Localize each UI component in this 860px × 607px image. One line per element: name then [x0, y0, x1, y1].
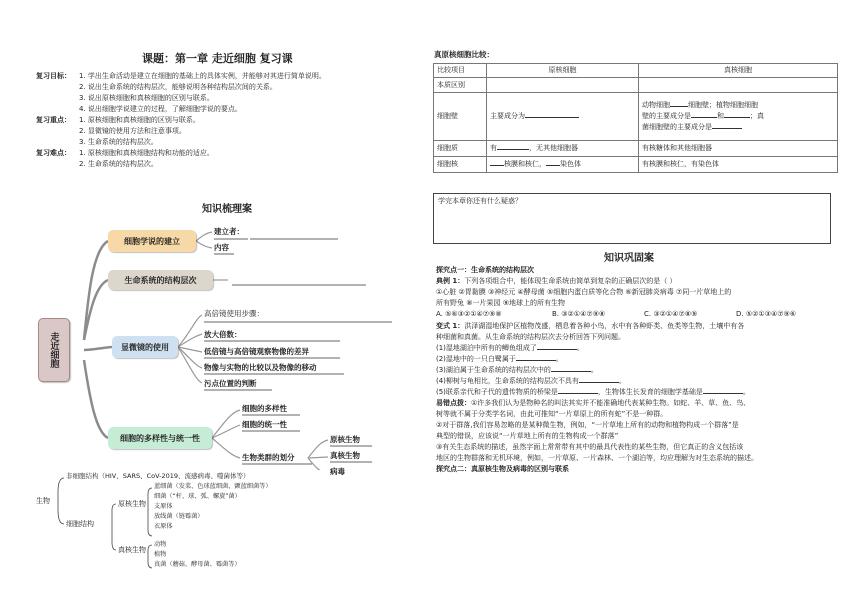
- choice-d[interactable]: D. ⑤②①③④⑦⑨⑥: [736, 310, 797, 318]
- nuc-prok-text: 染色体: [560, 160, 581, 168]
- answer-blank[interactable]: [537, 349, 577, 350]
- wall-euk-text: 菌细胞壁的主要成分是: [642, 123, 712, 131]
- mindmap-center: 走近细胞: [38, 318, 70, 382]
- variant1-text: 洪泽湖湿地保护区植物茂盛，栖息着各种小鸟，水中有各种虾类、鱼类等生物，土壤中有各: [464, 322, 745, 330]
- row-label: 本质区别: [434, 78, 487, 93]
- answer-blank[interactable]: [579, 382, 619, 383]
- error-tip-text: ①许多我们认为是物种名的叫法其实并不能准确地代表某种生物。如蛇、羊、草、鱼、鸟、: [471, 399, 751, 407]
- question-4: (4)柳树与龟相比，生命系统的结构层次不具有: [436, 377, 579, 385]
- euk-item: 植物: [154, 551, 167, 558]
- question-5-tail: ，生物体生长发育的细胞学基础是: [597, 388, 703, 396]
- example1-items: 所有野兔 ⑧一片果园 ⑨地球上的所有生物: [436, 299, 566, 307]
- choice-row: [436, 309, 836, 321]
- tree-cellular: 细胞结构: [66, 520, 94, 528]
- euk-item: 动物: [154, 541, 167, 548]
- table-title: 真原核细胞比较：: [434, 50, 494, 59]
- table-header: 真核细胞: [639, 64, 838, 78]
- table-row: [434, 141, 838, 157]
- branch-microscope: 显微镜的使用: [112, 336, 178, 358]
- question-3: (3)湖泊属于生命系统的结构层次中的: [436, 366, 551, 374]
- choice-a[interactable]: A. ⑤⑥③②①④⑦⑨⑧: [436, 310, 502, 318]
- key-1: 1. 原核细胞和真核细胞的区别与联系。: [79, 116, 200, 124]
- question-1: (1)湿地湖泊中所有的鲫鱼组成了: [436, 344, 537, 352]
- point1-heading: 探究点一：生命系统的结构层次: [436, 266, 534, 274]
- classify-label: 生物类群的划分: [242, 453, 295, 462]
- table-header: 原核细胞: [487, 64, 639, 78]
- table-cell: [639, 93, 838, 141]
- magnification-label: 放大倍数：: [204, 330, 242, 339]
- eukaryote-label: 真核生物: [330, 451, 360, 460]
- error-tip-text: ②对于群落,我们容易忽略的是某种微生物，例如，“一片草地上所有的动物和植物构成一个群落”是: [436, 421, 739, 429]
- diff-1: 1. 原核细胞和真核细胞结构和功能的适应。: [79, 149, 214, 157]
- question-5: (5)联系亲代和子代的遗传物质的桥梁是: [436, 388, 558, 396]
- key-3: 3. 生命系统的结构层次。: [79, 138, 158, 146]
- table-header-row: [434, 64, 838, 78]
- answer-blank[interactable]: [551, 371, 591, 372]
- table-cell: [487, 141, 639, 157]
- tree-prok: 原核生物: [118, 500, 146, 508]
- answer-blank[interactable]: [691, 117, 717, 118]
- answer-blank[interactable]: [558, 393, 598, 394]
- wall-prok-text: 主要成分为: [490, 112, 525, 120]
- error-tip-text: 典型的错误，应该说“一片草地上所有的生物构成一个群落”: [436, 432, 619, 440]
- prok-item: 放线菌（链霉菌）: [154, 513, 204, 520]
- answer-blank[interactable]: [712, 128, 742, 129]
- tree-prok-list: [154, 482, 272, 532]
- goal-1: 1. 学出生命活动是建立在细胞的基础上的具体实例，并能够对其进行简单说明。: [79, 72, 326, 80]
- table-cell: [487, 93, 639, 141]
- error-tip-text: 树等就不属于分类学名词，由此可推知“一片草原上的所有蛇”不是一种群。: [436, 410, 668, 418]
- error-tip-text: ③有关生态系统的描述，虽然字面上常常带有其中的最具代表性的某些生物，但它真正的含义包括该: [436, 443, 744, 451]
- answer-blank[interactable]: [525, 117, 579, 118]
- mindmap-title: 知识梳理案: [202, 204, 252, 215]
- choice-b[interactable]: B. ③②①④⑦⑨⑧: [552, 310, 606, 318]
- prokaryote-label: 原核生物: [330, 435, 360, 444]
- prok-item: 支原体: [154, 503, 173, 510]
- answer-blank[interactable]: [490, 165, 504, 166]
- question-box[interactable]: [433, 193, 831, 244]
- wall-euk-text: 和: [717, 112, 724, 120]
- table-cell: [639, 78, 838, 93]
- content-label: 内容: [214, 243, 229, 252]
- lowhigh-label: 低倍镜与高倍镜观察物像的差异: [204, 347, 309, 356]
- tree-root: 生物: [36, 497, 50, 505]
- question-2: (2)湿地中的一只白鹭属于: [436, 355, 516, 363]
- row-label: 细胞核: [434, 157, 487, 173]
- goal-2: 2. 说出生命系统的结构层次，能够说明各种结构层次间的关系。: [79, 83, 277, 91]
- nuc-prok-text: 核膜和核仁，: [504, 160, 546, 168]
- example1-label: 典例 1：: [436, 277, 465, 285]
- row-label: 细胞质: [434, 141, 487, 157]
- answer-blank[interactable]: [703, 393, 743, 394]
- variant1-label: 变式 1：: [436, 322, 465, 330]
- table-cell: [487, 157, 639, 173]
- stain-label: 污点位置的判断: [204, 379, 257, 388]
- objimg-label: 物像与实物的比较以及物像的移动: [204, 363, 317, 372]
- prok-item: 蓝细菌（发菜、色球蓝细菌、颤蓝细菌等）: [154, 483, 272, 490]
- key-2: 2. 显微镜的使用方法和注意事项。: [79, 127, 186, 135]
- wall-euk-text: ；真: [750, 112, 764, 120]
- wall-euk-text: 细胞壁；植物细胞细胞: [688, 101, 758, 109]
- diff-2: 2. 生命系统的结构层次。: [79, 160, 158, 168]
- euk-item: 真菌（蘑菇、酵母菌、霉菌等）: [154, 561, 241, 568]
- tree-euk: 真核生物: [118, 546, 146, 554]
- goals-label: 复习目标：: [36, 72, 71, 80]
- example1-items: ①心脏 ②胃黏膜 ③神经元 ④酵母菌 ⑤细胞内蛋白质等化合物 ⑥新冠肺炎病毒 ⑦同一片草地上的: [436, 288, 732, 296]
- diff-label: 复习难点：: [36, 149, 71, 157]
- table-header: 比较项目: [434, 64, 487, 78]
- table-cell: [487, 78, 639, 93]
- error-tip-label: 易错点拨：: [436, 399, 471, 407]
- founder-label: 建立者：: [214, 227, 244, 236]
- cyto-prok-text: 有: [490, 144, 497, 152]
- wall-euk-text: 动物细胞: [642, 101, 670, 109]
- lesson-title: 课题：第一章 走近细胞 复习课: [142, 52, 293, 65]
- answer-blank[interactable]: [670, 106, 688, 107]
- branch-levels: 生命系统的结构层次: [108, 270, 213, 290]
- table-row: [434, 93, 838, 141]
- table-row: [434, 78, 838, 93]
- variant1-text: 种细菌和真菌。从生命系统的结构层次去分析回答下列问题。: [436, 333, 625, 341]
- table-cell: 有核糖体和其他细胞器: [639, 141, 838, 157]
- example1-text: 下列各项组合中，能体现生命系统由简单到复杂的正确层次的是（ ）: [464, 277, 677, 285]
- consolidate-title: 知识巩固案: [604, 253, 654, 264]
- key-label: 复习重点：: [36, 116, 71, 124]
- point2-heading: 探究点二：真原核生物及病毒的区别与联系: [436, 465, 569, 473]
- goal-4: 4. 说出细胞学说建立的过程，了解细胞学说的要点。: [79, 105, 242, 113]
- question-box-prompt: 学完本章你还有什么疑惑？: [438, 197, 522, 205]
- branch-cell-theory: 细胞学说的建立: [108, 230, 196, 252]
- choice-c[interactable]: C. ③②①④⑦⑧⑨: [644, 310, 698, 318]
- tree-noncell: 非细胞结构（HIV、SARS、CoV-2019、流感病毒、噬菌体等）: [66, 472, 250, 480]
- prok-item: 细菌（“杆、球、弧、螺旋”菌）: [154, 493, 241, 500]
- virus-label: 病毒: [330, 467, 345, 476]
- branch-diversity: 细胞的多样性与统一性: [108, 427, 212, 449]
- diversity-label: 细胞的多样性: [242, 404, 287, 413]
- consolidate-content: 探究点一：生命系统的结构层次 典例 1：下列各项组合中，能体现生命系统由简单到复杂的正确层次的是（ ） ①心脏 ②胃黏膜 ③神经元 ④酵母菌 ⑤细胞内蛋白质等化合物 ⑥新冠肺炎病毒 ⑦同一片草地上的 所有野兔 ⑧一片果园 ⑨地球上的所有生物 A. ⑤⑥③②①④⑦⑨⑧ B. ③②①④⑦⑨⑧ C. ③②①④⑦⑧⑨ D. ⑤②①③④⑦⑨⑥ 变式 1：洪泽湖湿地保护区植物茂盛，栖息着各种小鸟，水中有各种虾类、鱼类等生物，土壤中有各 种细菌和真菌。从生命系统的结构层次去分析回答下列问题。 (1)湿地湖泊中所有的鲫鱼组成了 。 (2)湿地中的一只白鹭属于 。 (3)湖泊属于生命系统的结构层次中的 。 (4)柳树与龟相比，生命系统的结构层次不具有 。 (5)联系亲代和子代的遗传物质的桥梁是 ，生物体生长发育的细胞学基础是 。 易错点拨：①许多我们认为是物种名的叫法其实并不能准确地代表某种生物。如蛇、羊、草、鱼、鸟、 树等就不属于分类学名词，由此可推知“一片草原上的所有蛇”不是一种群。 ②对于群落,我们容易忽略的是某种微生物，例如，“一片草地上所有的动物和植物构成一个群落”是 典型的错误，应该说“一片草地上所有的生物构成一个群落” ③有关生态系统的描述，虽然字面上常常带有其中的最具代表性的某些生物，但它真正的含义包括该 地区的生物群落和无机环境，例如，一片草原、一片森林、一个湖泊等，均应理解为对生态系统的描述。 探究点二：真原核生物及病毒的区别与联系: [436, 265, 836, 475]
- cyto-prok-text: ，无其他细胞器: [529, 144, 578, 152]
- comparison-table: [433, 63, 838, 173]
- goal-3: 3. 说出原核细胞和真核细胞的区别与联系。: [79, 94, 214, 102]
- error-tip-text: 地区的生物群落和无机环境，例如，一片草原、一片森林、一个湖泊等，均应理解为对生态系统的描述。: [436, 454, 758, 462]
- row-label: 细胞壁: [434, 93, 487, 141]
- answer-blank[interactable]: [516, 360, 556, 361]
- table-row: [434, 157, 838, 173]
- unity-label: 细胞的统一性: [242, 420, 287, 429]
- answer-blank[interactable]: [724, 117, 750, 118]
- answer-blank[interactable]: [497, 149, 529, 150]
- hp-steps-label: 高倍镜使用步骤：: [204, 309, 264, 318]
- table-cell: 有核膜和核仁，有染色体: [639, 157, 838, 173]
- answer-blank[interactable]: [546, 165, 560, 166]
- prok-item: 衣原体: [154, 523, 173, 530]
- tree-euk-list: [154, 540, 241, 570]
- wall-euk-text: 壁的主要成分是: [642, 112, 691, 120]
